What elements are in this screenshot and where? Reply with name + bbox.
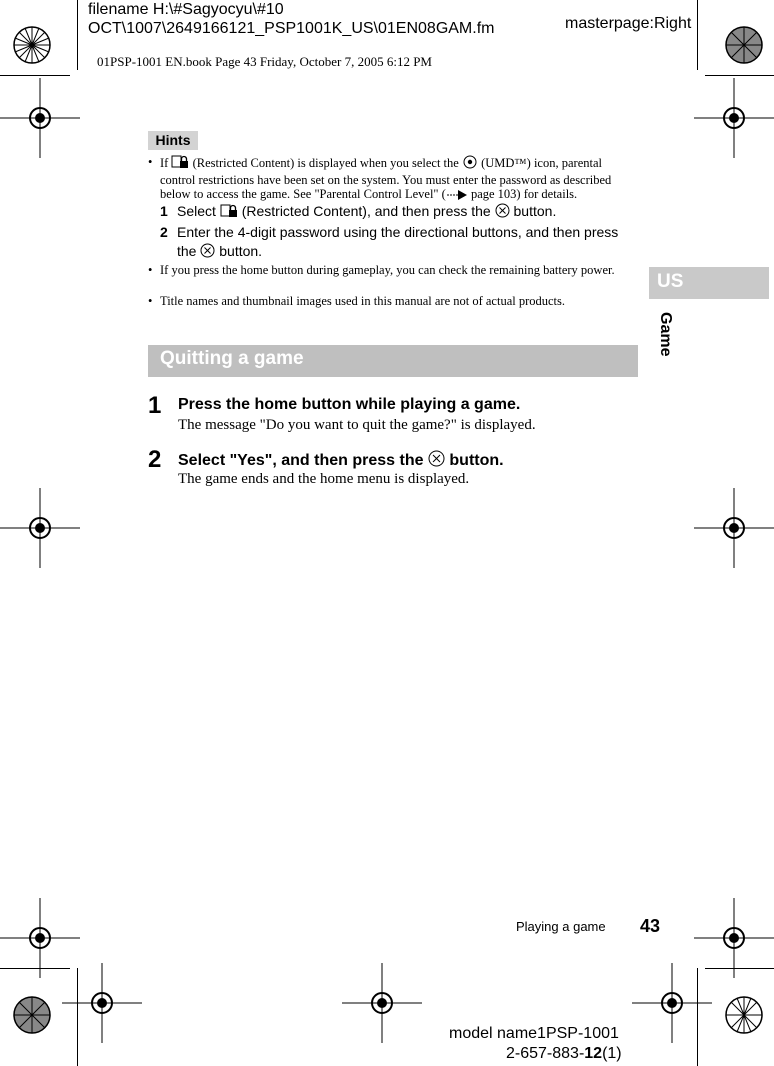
side-tab-us: [649, 267, 769, 299]
substep-text: Enter the 4-digit password using the directional buttons, and then press the: [177, 224, 619, 259]
side-tab-game: [648, 312, 678, 372]
step-description: The game ends and the home menu is displayed.: [178, 471, 470, 487]
umd-disc-icon: [462, 155, 478, 173]
model-code-prefix: 2-657-883-: [506, 1045, 585, 1062]
step-heading: [178, 450, 504, 472]
section-heading-bar: [148, 345, 638, 377]
header-bookinfo: 01PSP-1001 EN.book Page 43 Friday, October 7, 2005 6:12 PM: [97, 54, 432, 69]
cross-button-icon: [428, 450, 445, 472]
hint-substep: [160, 223, 640, 263]
step-description: The message "Do you want to quit the game?" is displayed.: [178, 417, 536, 433]
step-heading-text: Select "Yes", and then press the: [178, 452, 424, 469]
hint-text: If: [160, 156, 169, 170]
substep-text: (Restricted Content), and then press the: [241, 203, 491, 219]
header-filename-line2: OCT\1007\2649166121_PSP1001K_US\01EN08GAM.fm: [88, 20, 495, 37]
header-filename: [88, 0, 494, 38]
hint-text: page 103) for details.: [470, 187, 578, 201]
model-name: model name1PSP-1001: [449, 1025, 619, 1042]
restricted-content-icon: [220, 204, 238, 223]
cross-button-icon: [495, 203, 510, 223]
hints-badge: Hints: [148, 131, 198, 150]
footer-section-name: Playing a game: [516, 919, 606, 934]
model-code-suffix: (1): [602, 1045, 622, 1062]
header-masterpage: masterpage:Right: [565, 15, 692, 32]
crop-line: [77, 0, 78, 70]
hint-bullet: • If (Restricted Content) is displayed when you select the (UMD™) icon, parental control restrictions have been set on the system. You must enter the password as described below to access the game. See "Parental Control Level" ( page 103) for details.: [148, 155, 638, 204]
hint-text: If you press the home button during gameplay, you can check the remaining battery power.: [160, 263, 615, 277]
registration-starburst-icon: [12, 25, 52, 65]
registration-starburst-icon: [724, 25, 764, 65]
registration-crosshair-icon: [0, 78, 80, 158]
header-filename-line1: filename H:\#Sagyocyu\#10: [88, 1, 284, 18]
side-tab-game-label: Game: [657, 312, 674, 357]
model-code: [506, 1045, 622, 1063]
step-heading: Press the home button while playing a game.: [178, 396, 521, 413]
crop-line: [0, 75, 70, 76]
step-number: 2: [148, 446, 162, 473]
substep-text: button.: [219, 243, 263, 259]
hint-bullet: • If you press the home button during gameplay, you can check the remaining battery power.: [148, 263, 638, 278]
registration-starburst-icon: [724, 995, 764, 1035]
registration-crosshair-icon: [694, 488, 774, 568]
step-number: 1: [148, 392, 162, 419]
substep-text: button.: [513, 203, 557, 219]
restricted-content-icon: [171, 155, 189, 173]
cross-button-icon: [200, 243, 215, 263]
registration-crosshair-icon: [342, 963, 422, 1043]
registration-crosshair-icon: [0, 488, 80, 568]
registration-crosshair-icon: [62, 963, 142, 1043]
crop-line: [697, 0, 698, 70]
substep-text: Select: [177, 203, 216, 219]
substep-number: 2: [160, 224, 168, 240]
hint-substep: [160, 202, 640, 223]
step-heading-text: button.: [449, 452, 504, 469]
crop-line: [705, 75, 774, 76]
substep-number: 1: [160, 203, 168, 219]
section-title: Quitting a game: [160, 348, 304, 369]
side-tab-us-label: US: [657, 271, 684, 292]
hint-text: (UMD™) icon, parental control restrictions have been set on the system. You must enter the password as described below to access the game. See "Parental Control Level" (: [160, 156, 612, 201]
hint-bullet: • Title names and thumbnail images used in this manual are not of actual products.: [148, 294, 638, 309]
hint-text: Title names and thumbnail images used in this manual are not of actual products.: [160, 294, 566, 308]
page-number: 43: [640, 916, 661, 936]
registration-crosshair-icon: [694, 78, 774, 158]
model-code-bold: 12: [584, 1045, 603, 1062]
registration-starburst-icon: [12, 995, 52, 1035]
registration-crosshair-icon: [632, 963, 712, 1043]
hint-text: (Restricted Content) is displayed when you select the: [192, 156, 459, 170]
